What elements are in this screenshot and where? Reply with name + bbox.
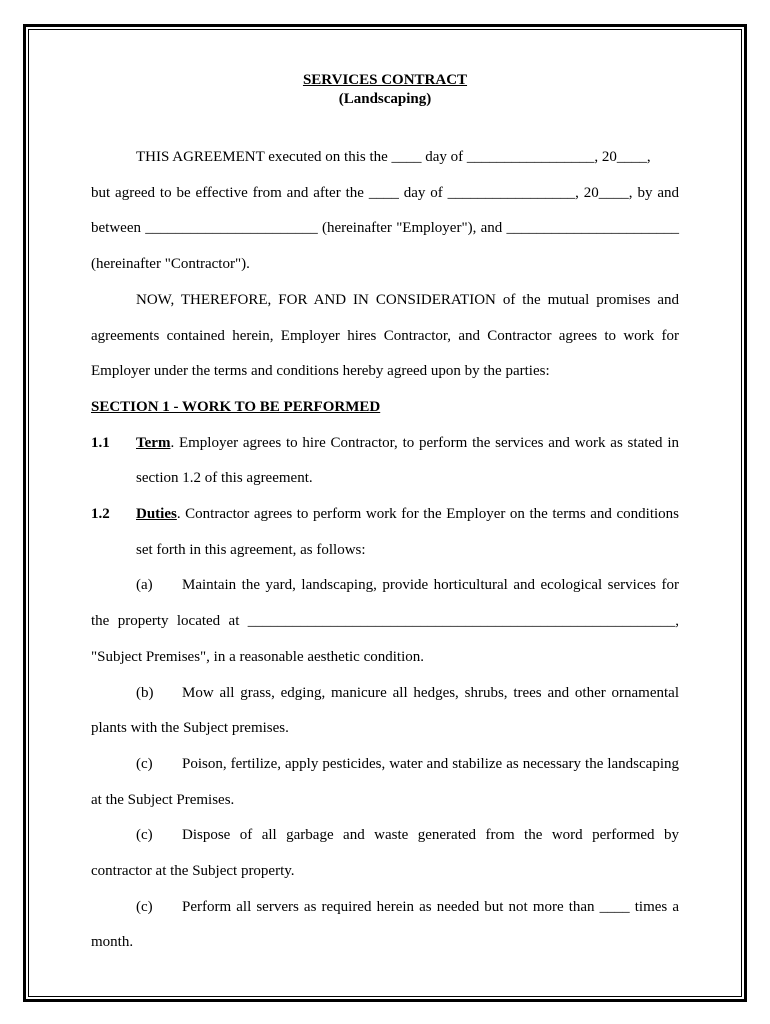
intro-line-1: THIS AGREEMENT executed on this the ____ day of _________________, 20____, [136,149,651,165]
clause-1-2 [91,497,679,568]
duty-item-c2 [91,818,679,889]
clause-body [136,497,679,568]
section-1-heading: SECTION 1 - WORK TO BE PERFORMED [91,398,381,415]
duty-label: (c) [136,755,153,772]
duty-item-c3 [91,890,679,961]
duty-item-b [91,676,679,747]
document-title [0,71,770,109]
duty-label: (c) [136,898,153,915]
clause-1-1 [91,426,679,497]
consideration-paragraph: NOW, THEREFORE, FOR AND IN CONSIDERATION of the mutual promises and agreements contained herein, Employer hires Contractor, and Contractor agrees to work for Employer under the terms and conditions hereby agreed upon by the parties: [91,291,679,380]
clause-number: 1.2 [91,506,110,523]
duty-text: Dispose of all garbage and waste generated from the word performed by contractor at the Subject property. [91,827,679,880]
document-body [91,140,679,961]
duty-label: (a) [136,577,153,594]
clause-text: . Employer agrees to hire Contractor, to perform the services and work as stated in section 1.2 of this agreement. [136,434,679,487]
intro-line-2: but agreed to be effective from and after the ____ day of _________________, 20____, by and between _______________________ (hereinafter "Employer"), and _______________________ (hereinafter "Contractor"). [91,184,679,273]
duty-text: Perform all servers as required herein as needed but not more than ____ times a month. [91,898,679,951]
duty-text: Mow all grass, edging, manicure all hedges, shrubs, trees and other ornamental plants with the Subject premises. [91,684,679,737]
clause-term: Term [136,434,171,451]
duty-label: (c) [136,827,153,844]
clause-body [136,426,679,497]
title-sub: (Landscaping) [338,91,432,107]
clause-text: . Contractor agrees to perform work for the Employer on the terms and conditions set forth in this agreement, as follows: [136,506,679,558]
clause-number: 1.1 [91,434,110,451]
duty-item-c1 [91,747,679,818]
title-main: SERVICES CONTRACT [302,72,468,88]
duty-text: Maintain the yard, landscaping, provide horticultural and ecological services for the property located at _________________________________________________________, "Subject Premises", in a reasonable aesthetic condition. [91,577,679,665]
duty-item-a [91,568,679,675]
duty-label: (b) [136,684,154,701]
clause-term: Duties [136,506,177,523]
duty-text: Poison, fertilize, apply pesticides, water and stabilize as necessary the landscaping at the Subject Premises. [91,755,679,808]
